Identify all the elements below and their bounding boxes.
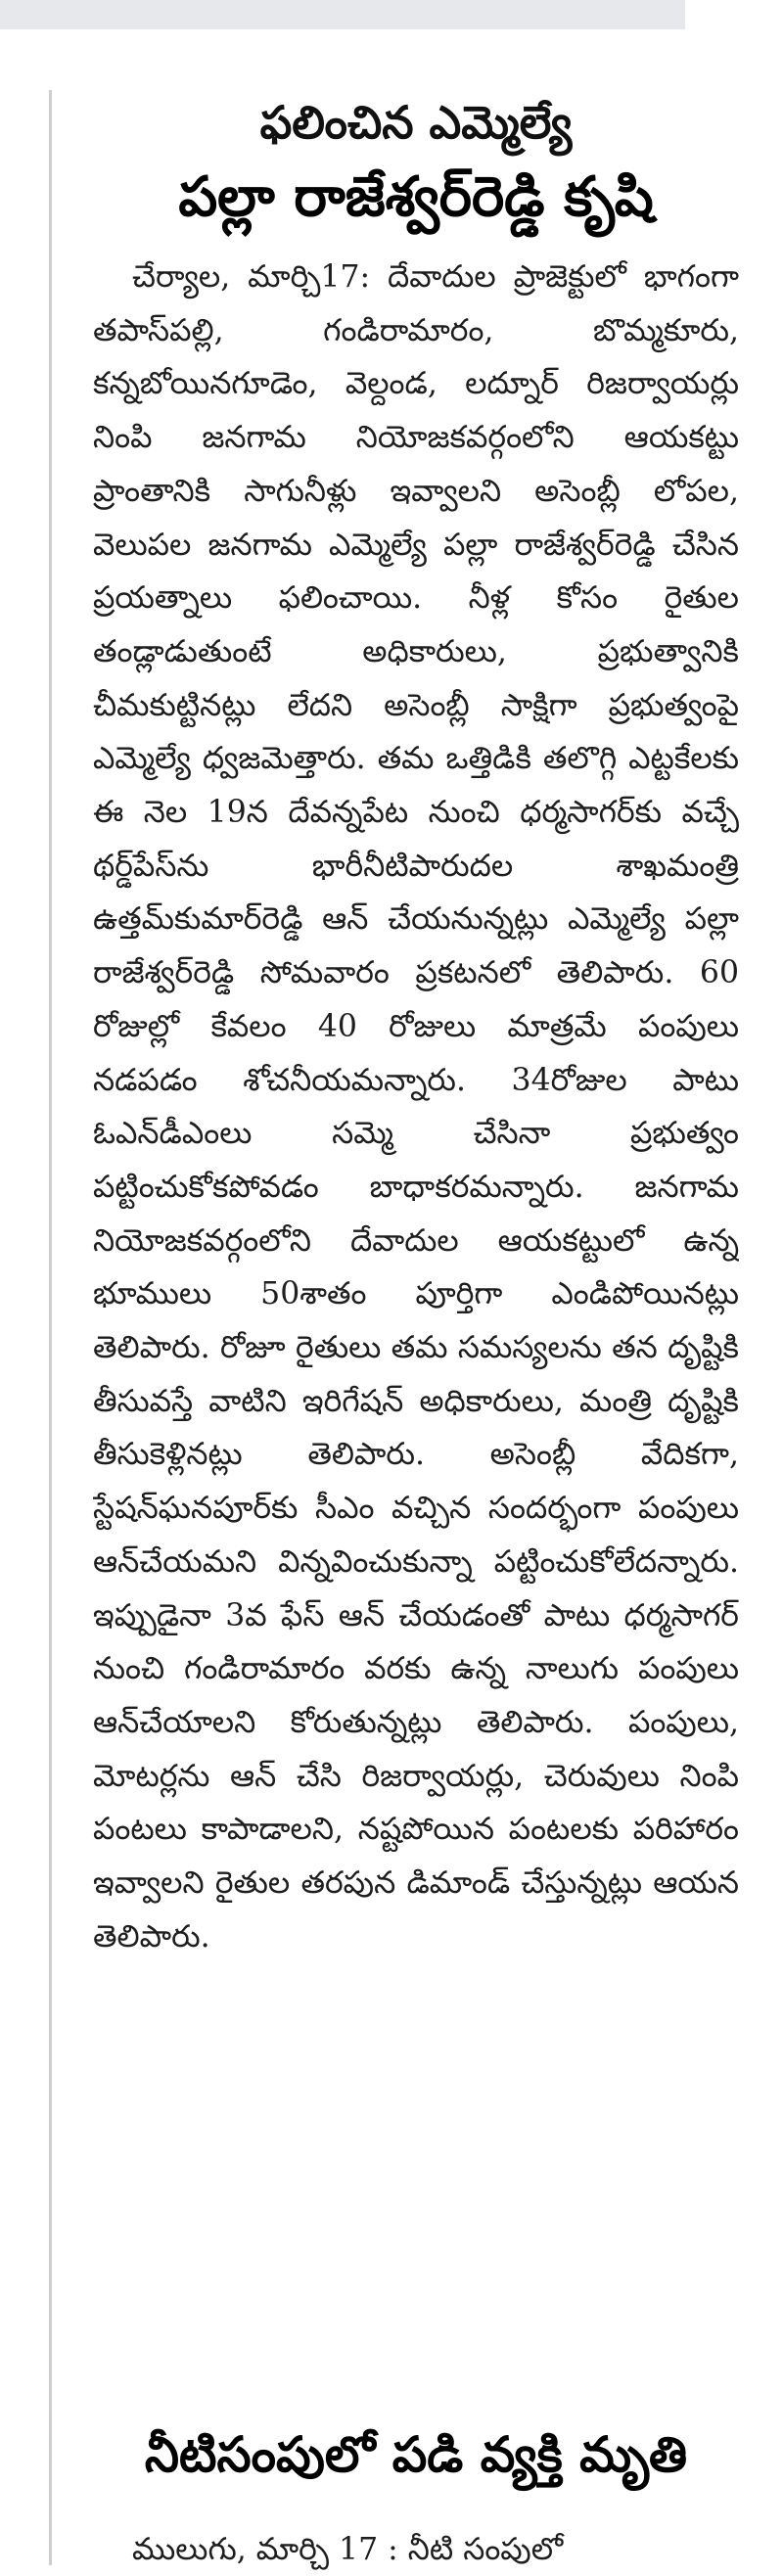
second-article-headline: నీటిసంపులో పడి వ్యక్తి మృతి xyxy=(144,2426,688,2483)
article-body: చేర్యాల, మార్చి17: దేవాదుల ప్రాజెక్టులో భాగంగా తపాస్‌పల్లి, గండిరామారం, బొమ్మకూరు, కన్నబోయినగూడెం, వెల్దండ, లద్నూర్ రిజర్వాయర్లు నింపి జనగామ నియోజకవర్గంలోని ఆయకట్టు ప్రాంతానికి సాగునీళ్లు ఇవ్వాలని అసెంబ్లీ లోపల, వెలుపల జనగామ ఎమ్మెల్యే పల్లా రాజేశ్వర్‌రెడ్డి చేసిన ప్రయత్నాలు ఫలించాయి. నీళ్ల కోసం రైతుల తండ్లాడుతుంటే అధికారులు, ప్రభుత్వానికి చీమకుట్టినట్లు లేదని అసెంబ్లీ సాక్షిగా ప్రభుత్వంపై ఎమ్మెల్యే ధ్వజమెత్తారు. తమ ఒత్తిడికి తలొగ్గి ఎట్టకేలకు ఈ నెల 19న దేవన్నపేట నుంచి ధర్మసాగర్‌కు వచ్చే థర్డ్‌పేస్‌ను భారీనీటిపారుదల శాఖమంత్రి ఉత్తమ్‌కుమార్‌రెడ్డి ఆన్ చేయనున్నట్లు ఎమ్మెల్యే పల్లా రాజేశ్వర్‌రెడ్డి సోమవారం ప్రకటనలో తెలిపారు. 60 రోజుల్లో కేవలం 40 రోజులు మాత్రమే పంపులు నడపడం శోచనీయమన్నారు. 34రోజుల పాటు ఓఎన్‌డీఎంలు సమ్మె చేసినా ప్రభుత్వం పట్టించుకోకపోవడం బాధాకరమన్నారు. జనగామ నియోజకవర్గంలోని దేవాదుల ఆయకట్టులో ఉన్న భూములు 50శాతం పూర్తిగా ఎండిపోయినట్లు తెలిపారు. రోజూ రైతులు తమ సమస్యలను తన దృష్టికి తీసువస్తే వాటిని ఇరిగేషన్ అధికారులు, మంత్రి దృష్టికి తీసుకెళ్లినట్లు తెలిపారు. అసెంబ్లీ వేదికగా, స్టేషన్‌ఘనపూర్‌కు సీఎం వచ్చిన సందర్భంగా పంపులు ఆన్‌చేయమని విన్నవించుకున్నా పట్టించుకోలేదన్నారు. ఇప్పుడైనా 3వ ఫేస్ ఆన్ చేయడంతో పాటు ధర్మసాగర్ నుంచి గండిరామారం వరకు ఉన్న నాలుగు పంపులు ఆన్‌చేయాలని కోరుతున్నట్లు తెలిపారు. పంపులు, మోటర్లను ఆన్ చేసి రిజర్వాయర్లు, చెరువులు నింపి పంటలు కాపాడాలని, నష్టపోయిన పంటలకు పరిహారం ఇవ్వాలని రైతుల తరపున డిమాండ్ చేస్తున్నట్లు ఆయన తెలిపారు. xyxy=(93,259,739,1955)
second-article-dateline: ములుగు, మార్చి 17 : నీటి సంపులో xyxy=(132,2532,564,2567)
previous-article-strip xyxy=(0,0,685,29)
column-divider xyxy=(49,90,52,2565)
article-kicker: ఫలించిన ఎమ్మెల్యే xyxy=(259,96,573,149)
news-article xyxy=(93,69,739,2345)
article-headline: పల్లా రాజేశ్వర్‌రెడ్డి కృషి xyxy=(178,165,654,229)
